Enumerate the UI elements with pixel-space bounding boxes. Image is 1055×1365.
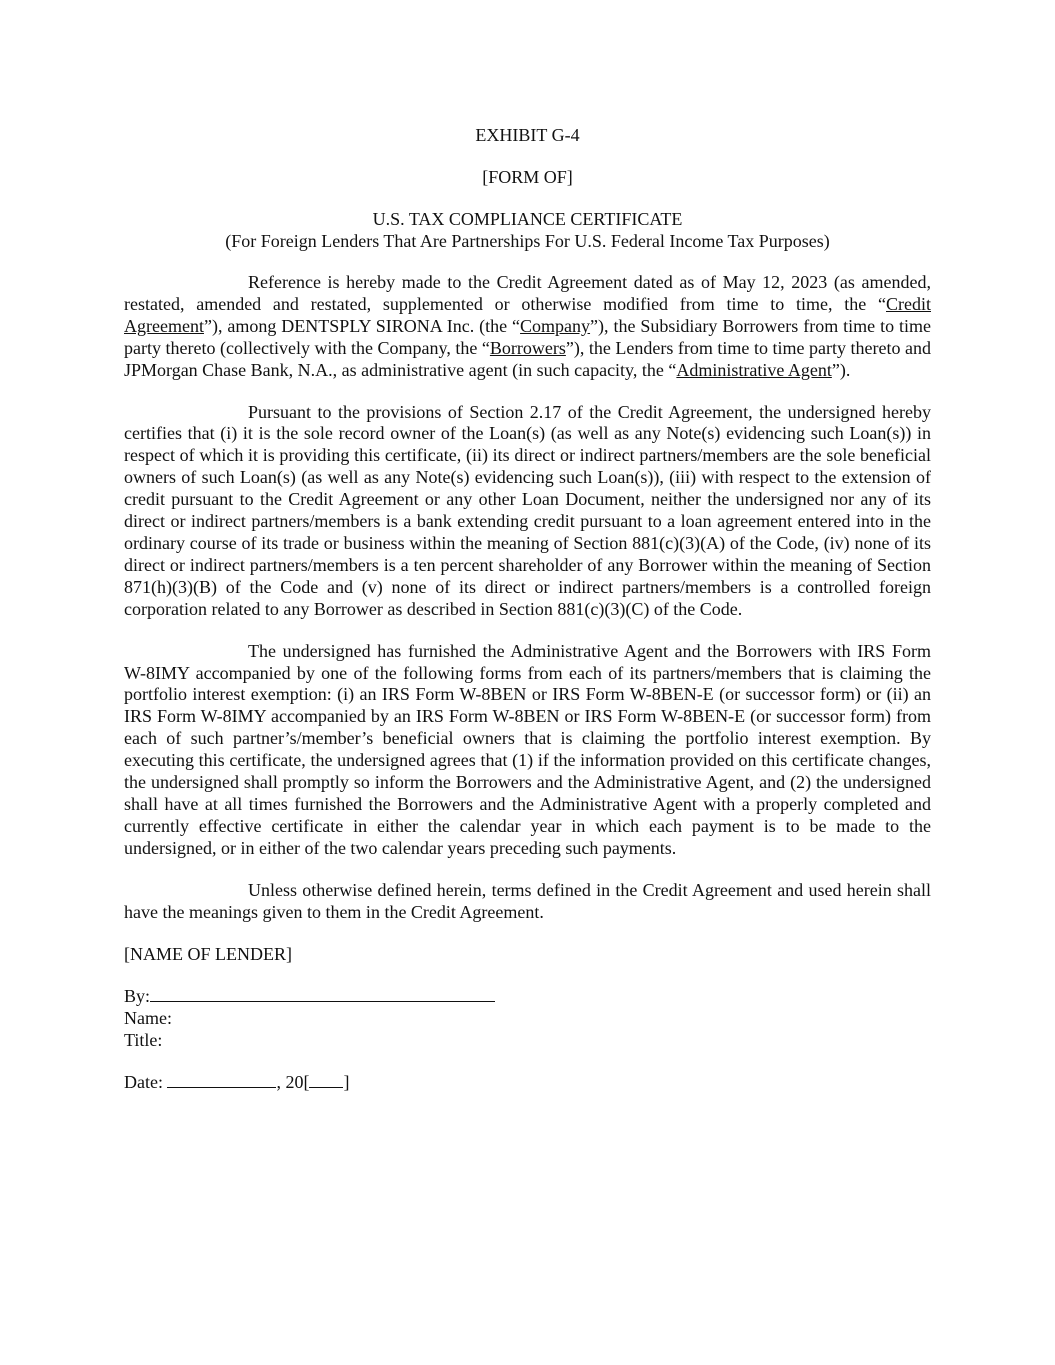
year-blank — [309, 1086, 343, 1088]
document-page — [124, 124, 931, 1093]
defined-term-administrative-agent: Administrative Agent — [676, 359, 832, 380]
paragraph-reference: Reference is hereby made to the Credit Agreement dated as of May 12, 2023 (as amended, restated, amended and restated, supplemented or otherwise modified from time to time, the “Credit Agreement”), among DENTSPLY SIRONA Inc. (the “Company”), the Subsidiary Borrowers from time to time party thereto (collectively with the Company, the “Borrowers”), the Lenders from time to time party thereto and JPMorgan Chase Bank, N.A., as administrative agent (in such capacity, the “Administrative Agent”). — [124, 272, 931, 380]
defined-term-borrowers: Borrowers — [489, 337, 566, 358]
paragraph-forms-furnished: The undersigned has furnished the Administrative Agent and the Borrowers with IRS Form W-8IMY accompanied by one of the following forms from each of its partners/members that is claiming the portfolio interest exemption: (i) an IRS Form W-8BEN or IRS Form W-8BEN-E (or successor form) or (ii) an IRS Form W-8IMY accompanied by an IRS Form W-8BEN or IRS Form W-8BEN-E (or successor form) from each of such partner’s/member’s beneficial owners that is claiming the portfolio interest exemption. By executing this certificate, the undersigned agrees that (1) if the information provided on this certificate changes, the undersigned shall promptly so inform the Borrowers and the Administrative Agent, and (2) the undersigned shall have at all times furnished the Borrowers and the Administrative Agent with a properly completed and currently effective certificate in either the calendar year in which each payment is to be made to the undersigned, or in either of the two calendar years preceding such payments. — [124, 640, 931, 858]
by-signature-blank — [150, 1000, 495, 1002]
paragraph-definitions: Unless otherwise defined herein, terms defined in the Credit Agreement and used herein shall have the meanings given to them in the Credit Agreement. — [124, 879, 931, 922]
defined-term-credit-agreement: Credit Agreement — [124, 293, 931, 336]
lender-name-placeholder: [NAME OF LENDER] — [124, 944, 292, 965]
by-label: By: — [124, 986, 151, 1007]
date-year-prefix: , 20[ — [276, 1072, 310, 1093]
title-block — [124, 208, 931, 252]
document-title: U.S. TAX COMPLIANCE CERTIFICATE — [372, 209, 683, 229]
form-of-label: [FORM OF] — [482, 167, 573, 187]
date-line — [124, 1071, 931, 1093]
paragraph-certification: Pursuant to the provisions of Section 2.17 of the Credit Agreement, the undersigned hereby certifies that (i) it is the sole record owner of the Loan(s) (as well as any Note(s) evidencing such Loan(s)) in respect of which it is providing this certificate, (ii) its direct or indirect partners/members are the sole beneficial owners of such Loan(s) (as well as any Note(s) evidencing such Loan(s)), (iii) with respect to the extension of credit pursuant to the Credit Agreement or any other Loan Document, neither the undersigned nor any of its direct or indirect partners/members is a bank extending credit pursuant to a loan agreement entered into in the ordinary course of its trade or business within the meaning of Section 881(c)(3)(A) of the Code, (iv) none of its direct or indirect partners/members is a ten percent shareholder of any Borrower within the meaning of Section 871(h)(3)(B) of the Code and (v) none of its direct or indirect partners/members is a controlled foreign corporation related to any Borrower as described in Section 881(c)(3)(C) of the Code. — [124, 401, 931, 619]
document-subtitle: (For Foreign Lenders That Are Partnerships For U.S. Federal Income Tax Purposes) — [225, 231, 830, 251]
by-line — [124, 985, 931, 1007]
date-blank — [167, 1086, 276, 1088]
exhibit-label: EXHIBIT G-4 — [475, 125, 580, 145]
defined-term-company: Company — [520, 315, 591, 336]
date-label: Date: — [124, 1072, 163, 1093]
name-label: Name: — [124, 1008, 172, 1029]
date-year-suffix: ] — [343, 1072, 350, 1093]
title-label: Title: — [124, 1030, 163, 1051]
signature-block — [124, 985, 931, 1051]
